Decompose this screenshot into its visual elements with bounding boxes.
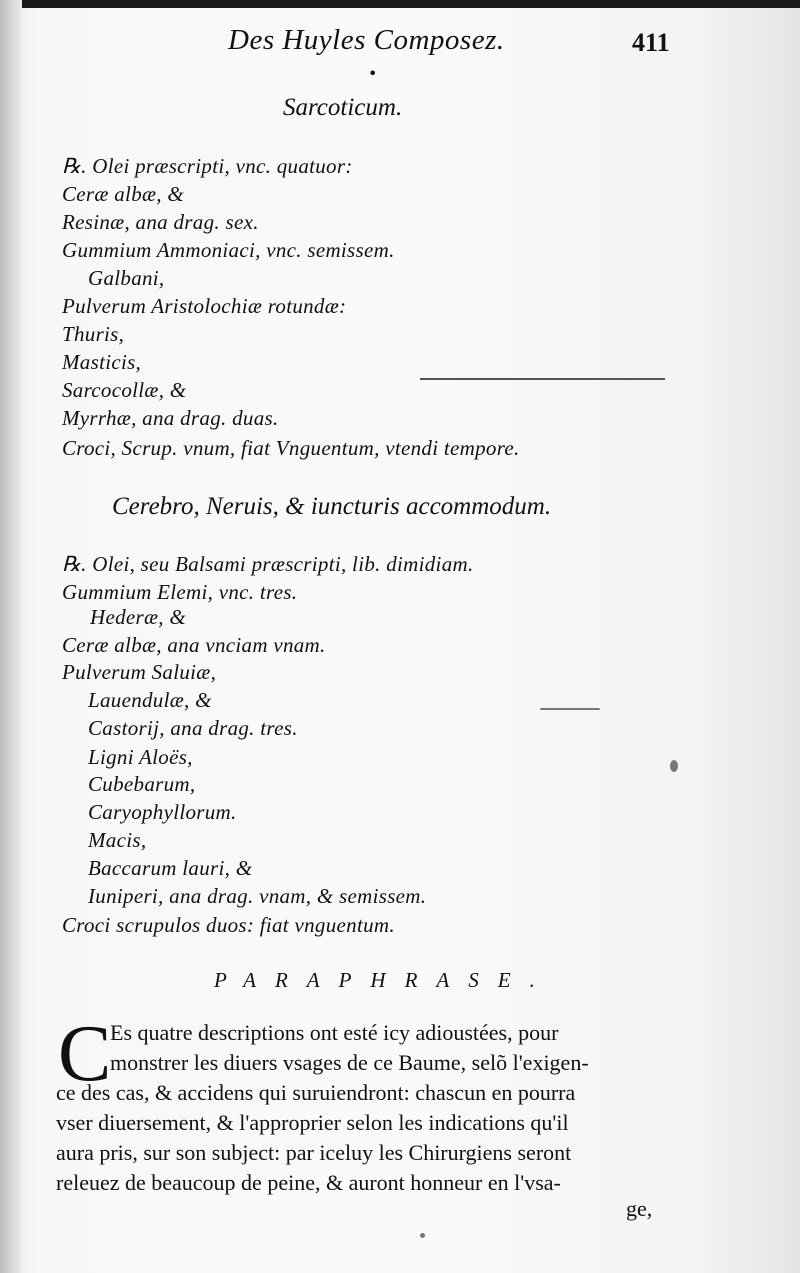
recipe-2-line: ℞. Olei, seu Balsami præscripti, lib. dimidiam. xyxy=(62,552,474,576)
paraphrase-line: ce des cas, & accidens qui suruiendront: chascun en pourra xyxy=(56,1080,576,1105)
paraphrase-line: monstrer les diuers vsages de ce Baume, selõ l'exigen- xyxy=(110,1050,589,1075)
recipe-1-line: Resinæ, ana drag. sex. xyxy=(62,210,259,234)
recipe-1-line: Sarcocollæ, & xyxy=(62,378,187,402)
recipe-1-line: Pulverum Aristolochiæ rotundæ: xyxy=(62,294,347,318)
recipe-2-line: Hederæ, & xyxy=(90,605,187,629)
recipe-1-line: Galbani, xyxy=(88,266,165,290)
ink-speck xyxy=(670,760,678,772)
recipe-2-title: Cerebro, Neruis, & iuncturis accommodum. xyxy=(112,493,552,520)
recipe-2-line: Ligni Aloës, xyxy=(88,745,193,769)
paraphrase-line: releuez de beaucoup de peine, & auront honneur en l'vsa- xyxy=(56,1170,561,1195)
scan-gutter-shadow xyxy=(0,0,22,1273)
bleed-through-rule xyxy=(420,378,665,380)
recipe-1-line: Thuris, xyxy=(62,322,125,346)
recipe-2-line: Macis, xyxy=(88,828,147,852)
recipe-1-line: ℞. Olei præscripti, vnc. quatuor: xyxy=(62,154,353,178)
recipe-1-line: Masticis, xyxy=(62,350,142,374)
scan-top-edge xyxy=(0,0,800,8)
recipe-1-line: Gummium Ammoniaci, vnc. semissem. xyxy=(62,238,395,262)
recipe-2-line: Lauendulæ, & xyxy=(88,688,212,712)
drop-capital: C xyxy=(58,1010,112,1098)
recipe-2-line: Croci scrupulos duos: fiat vnguentum. xyxy=(62,913,395,937)
recipe-2-line: Baccarum lauri, & xyxy=(88,856,253,880)
paraphrase-line: Es quatre descriptions ont esté icy adioustées, pour xyxy=(110,1020,559,1045)
catchword: ge, xyxy=(626,1196,653,1221)
paraphrase-heading: PARAPHRASE. xyxy=(214,968,554,992)
recipe-2-line: Gummium Elemi, vnc. tres. xyxy=(62,580,298,604)
recipe-2-line: Castorij, ana drag. tres. xyxy=(88,716,298,740)
recipe-1-title: Sarcoticum. xyxy=(283,94,403,121)
page-number: 411 xyxy=(632,28,670,57)
recipe-2-line: Ceræ albæ, ana vnciam vnam. xyxy=(62,633,326,657)
recipe-1-line: Croci, Scrup. vnum, fiat Vnguentum, vtendi tempore. xyxy=(62,436,520,460)
paraphrase-line: vser diuersement, & l'approprier selon les indications qu'il xyxy=(56,1110,569,1135)
recipe-2-line: Iuniperi, ana drag. vnam, & semissem. xyxy=(88,884,427,908)
recipe-1-line: Myrrhæ, ana drag. duas. xyxy=(62,406,279,430)
paraphrase-line: aura pris, sur son subject: par iceluy les Chirurgiens seront xyxy=(56,1140,572,1165)
ornament-dot: • xyxy=(368,64,378,83)
recipe-1-line: Ceræ albæ, & xyxy=(62,182,185,206)
recipe-2-line: Cubebarum, xyxy=(88,772,196,796)
recipe-2-line: Caryophyllorum. xyxy=(88,800,237,824)
recipe-2-line: Pulverum Saluiæ, xyxy=(62,660,217,684)
ink-speck xyxy=(420,1233,425,1238)
running-title: Des Huyles Composez. xyxy=(228,24,505,56)
ink-speck xyxy=(540,708,600,710)
